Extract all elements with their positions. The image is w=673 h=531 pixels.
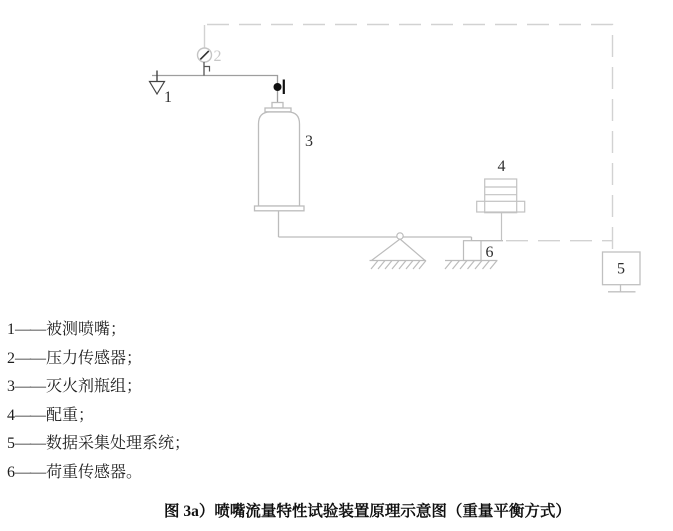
legend-item-6: [7, 459, 190, 488]
cylinder-base-plate: [255, 206, 305, 211]
legend-item-2: [7, 345, 190, 374]
daq-system: [603, 252, 641, 292]
figure-caption-text: 图 3a）喷嘴流量特性试验装置原理示意图（重量平衡方式）: [164, 503, 571, 520]
weight-stack: [485, 179, 517, 213]
label-pressure-sensor: 2: [213, 48, 222, 65]
legend-item-1: [7, 316, 190, 345]
cylinder-cap-plate: [265, 108, 291, 112]
nozzle-funnel-icon: [150, 82, 165, 95]
label-daq-system: 5: [617, 260, 625, 278]
legend-text: 被测喷嘴；: [46, 321, 127, 338]
legend-text: 数据采集处理系统；: [46, 435, 191, 453]
counterweight: [477, 158, 525, 241]
legend-text: 配重；: [46, 406, 95, 424]
legend: [7, 316, 190, 488]
legend-num: 3: [7, 378, 15, 396]
label-agent-cylinder: 3: [305, 133, 313, 150]
legend-dash: ——: [15, 349, 45, 367]
legend-dash: ——: [15, 406, 45, 424]
legend-item-3: [7, 373, 190, 402]
fulcrum-legs: [372, 239, 426, 261]
legend-text: 荷重传感器。: [46, 463, 143, 481]
legend-num: 4: [7, 406, 15, 424]
cylinder-body: [259, 112, 300, 206]
legend-num: 1: [7, 321, 15, 338]
load-cell: [445, 241, 498, 269]
label-load-cell: 6: [485, 244, 494, 261]
pressure-gauge: [198, 25, 222, 76]
balance-beam: [279, 211, 504, 241]
legend-dash: ——: [15, 435, 45, 453]
fulcrum: [370, 233, 427, 269]
label-counterweight: 4: [497, 158, 506, 175]
fulcrum-pivot: [397, 233, 403, 239]
legend-dash: ——: [15, 378, 45, 396]
legend-item-5: [7, 430, 190, 459]
legend-dash: ——: [15, 321, 45, 338]
agent-cylinder: [255, 103, 314, 211]
legend-text: 灭火剂瓶组；: [46, 378, 143, 396]
legend-item-4: [7, 402, 190, 431]
legend-num: 5: [7, 435, 15, 453]
legend-num: 6: [7, 463, 15, 481]
figure-caption: [0, 499, 673, 521]
load-cell-box: [464, 241, 482, 261]
valve-ball: [274, 83, 282, 91]
legend-text: 压力传感器；: [46, 349, 143, 367]
load-cell-ground-hatch: [445, 261, 497, 270]
cylinder-valve-icon: [274, 80, 284, 95]
cylinder-neck: [272, 103, 283, 109]
legend-dash: ——: [15, 463, 45, 481]
fulcrum-ground-hatch: [371, 261, 426, 270]
legend-num: 2: [7, 349, 15, 367]
gauge-cock: [204, 67, 210, 72]
label-nozzle: 1: [164, 89, 172, 106]
